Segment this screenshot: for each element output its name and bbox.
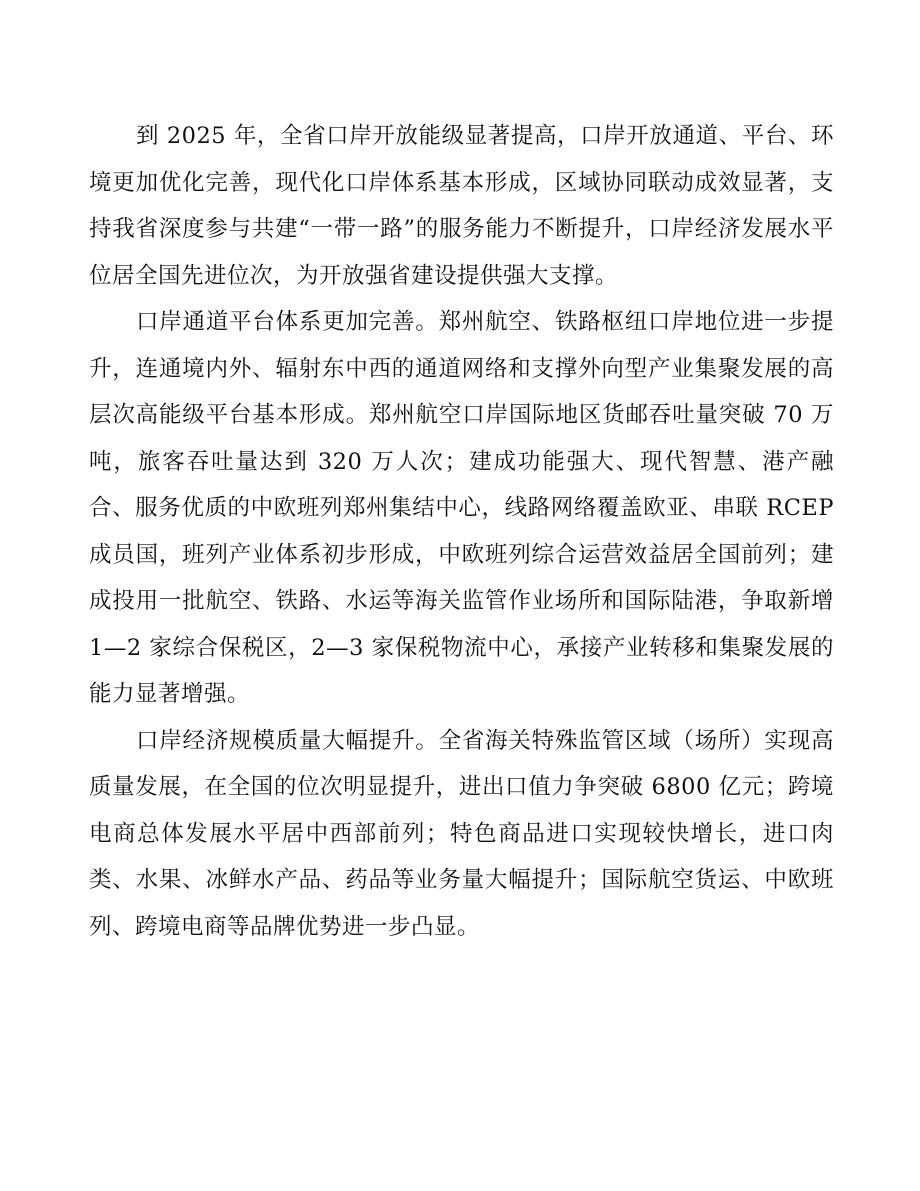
document-body [89, 113, 834, 950]
paragraph-2025-goals: 到 2025 年，全省口岸开放能级显著提高，口岸开放通道、平台、环境更加优化完善，现代化口岸体系基本形成，区域协同联动成效显著，支持我省深度参与共建“一带一路”的服务能力不断提升，口岸经济发展水平位居全国先进位次，为开放强省建设提供强大支撑。 [89, 123, 834, 289]
paragraph-port-economy: 口岸经济规模质量大幅提升。全省海关特殊监管区域（场所）实现高质量发展，在全国的位次明显提升，进出口值力争突破 6800 亿元；跨境电商总体发展水平居中西部前列；特色商品进口实现较快增长，进口肉类、水果、冰鲜水产品、药品等业务量大幅提升；国际航空货运、中欧班列、跨境电商等品牌优势进一步凸显。 [89, 727, 834, 940]
paragraph-port-channels: 口岸通道平台体系更加完善。郑州航空、铁路枢纽口岸地位进一步提升，连通境内外、辐射东中西的通道网络和支撑外向型产业集聚发展的高层次高能级平台基本形成。郑州航空口岸国际地区货邮吞吐量突破 70 万吨，旅客吞吐量达到 320 万人次；建成功能强大、现代智慧、港产融合、服务优质的中欧班列郑州集结中心，线路网络覆盖欧亚、串联 RCEP 成员国，班列产业体系初步形成，中欧班列综合运营效益居全国前列；建成投用一批航空、铁路、水运等海关监管作业场所和国际陆港，争取新增 1—2 家综合保税区，2—3 家保税物流中心，承接产业转移和集聚发展的能力显著增强。 [89, 309, 834, 707]
